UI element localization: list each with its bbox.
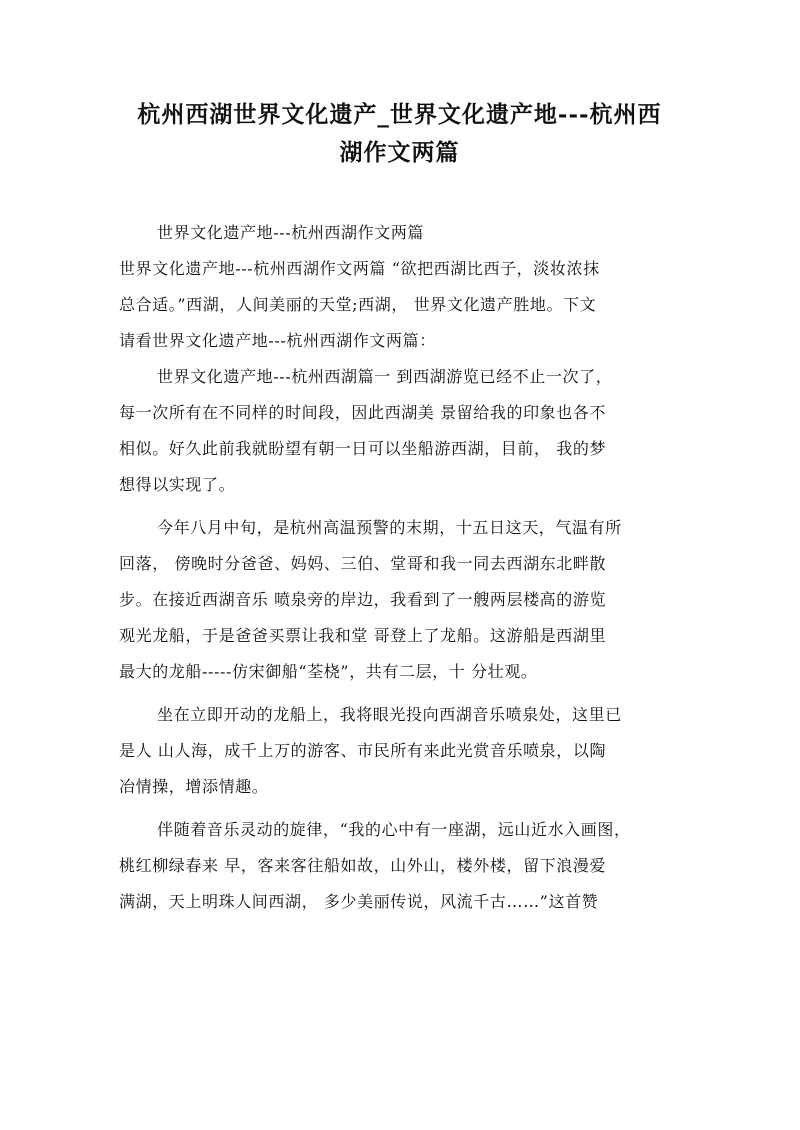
text-line: 坐在立即开动的龙船上，我将眼光投向西湖音乐喷泉处，这里已 — [157, 705, 622, 724]
title-line: 杭州西湖世界文化遗产_世界文化遗产地---杭州西 — [137, 101, 662, 128]
text-line: 回落， 傍晚时分爸爸、妈妈、三伯、堂哥和我一同去西湖东北畔散 — [119, 554, 607, 573]
text-line: 冶情操，增添情趣。 — [119, 777, 269, 796]
text-line: 今年八月中旬，是杭州高温预警的末期，十五日这天，气温有所 — [157, 518, 622, 537]
text-line: 每一次所有在不同样的时间段，因此西湖美 景留给我的印象也各不 — [119, 403, 607, 422]
text-line: 世界文化遗产地---杭州西湖作文两篇 “欲把西湖比西子，淡妆浓抹 — [119, 259, 600, 278]
intro-paragraph — [119, 251, 680, 359]
text-line: 相似。好久此前我就盼望有朝一日可以坐船游西湖，目前， 我的梦 — [119, 439, 607, 458]
text-line: 是人 山人海，成千上万的游客、市民所有来此光赏音乐喷泉，以陶 — [119, 741, 607, 760]
title-line: 湖作文两篇 — [339, 139, 460, 166]
document-body — [119, 215, 680, 920]
essay-paragraph — [119, 697, 680, 805]
text-line: 桃红柳绿春来 早，客来客往船如故，山外山，楼外楼，留下浪漫爱 — [119, 856, 607, 875]
text-line: 世界文化遗产地---杭州西湖作文两篇 — [157, 223, 425, 242]
subtitle-paragraph — [119, 215, 680, 251]
text-line: 步。在接近西湖音乐 喷泉旁的岸边，我看到了一艘两层楼高的游览 — [119, 590, 607, 609]
text-line: 想得以实现了。 — [119, 475, 236, 494]
essay-paragraph — [119, 812, 680, 920]
text-line: 伴随着音乐灵动的旋律，“我的心中有一座湖，远山近水入画图， — [157, 820, 631, 839]
text-line: 世界文化遗产地---杭州西湖篇一 到西湖游览已经不止一次了， — [157, 367, 613, 386]
text-line: 观光龙船，于是爸爸买票让我和堂 哥登上了龙船。这游船是西湖里 — [119, 626, 607, 645]
text-line: 满湖，天上明珠人间西湖， 多少美丽传说，风流千古……”这首赞 — [119, 892, 599, 911]
text-line: 最大的龙船-----仿宋御船“荃桡”，共有二层，十 分壮观。 — [119, 662, 538, 681]
document-title — [119, 96, 680, 172]
essay-paragraph — [119, 359, 680, 503]
text-line: 总合适。”西湖，人间美丽的天堂;西湖， 世界文化遗产胜地。下文 — [119, 295, 597, 314]
text-line: 请看世界文化遗产地---杭州西湖作文两篇： — [119, 331, 436, 350]
essay-paragraph — [119, 510, 680, 690]
